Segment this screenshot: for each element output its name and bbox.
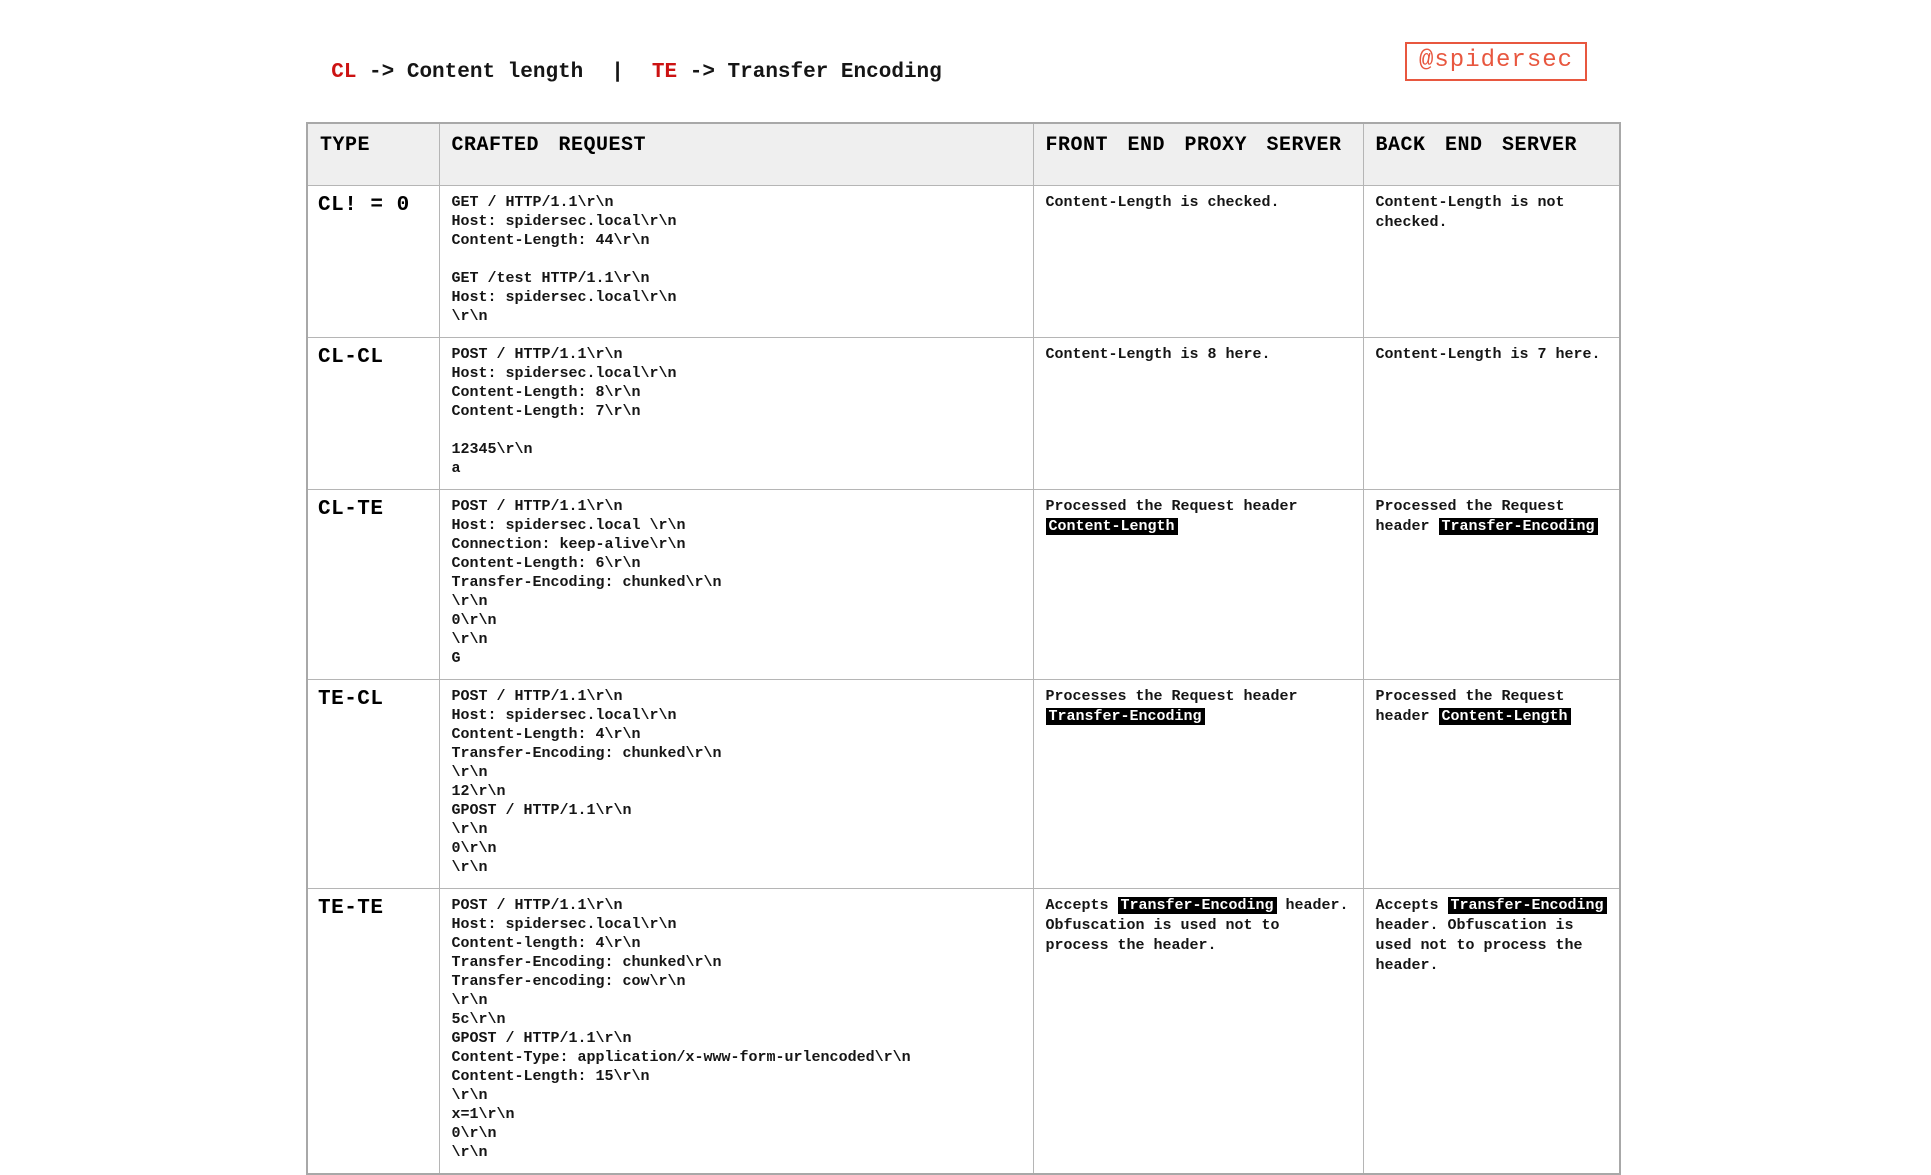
legend-te-text: -> Transfer Encoding	[677, 61, 942, 84]
type-label-te-cl: TE-CL	[307, 679, 439, 888]
back-end-behavior-te-cl	[1363, 679, 1620, 888]
request-line: G	[451, 649, 461, 667]
request-line: Transfer-Encoding: chunked\r\n	[451, 953, 722, 971]
server-behavior-text: Accepts	[1045, 896, 1118, 914]
request-line: Host: spidersec.local\r\n	[451, 212, 677, 230]
server-behavior-text: Content-Length is checked.	[1045, 193, 1280, 211]
back-end-behavior-cl-0	[1363, 185, 1620, 337]
table-row-cl-cl	[307, 337, 1620, 489]
request-line: x=1\r\n	[451, 1105, 515, 1123]
column-header-type: TYPE	[307, 123, 439, 185]
front-end-behavior-te-te	[1033, 888, 1363, 1174]
type-label-cl-te: CL-TE	[307, 489, 439, 679]
request-line: POST / HTTP/1.1\r\n	[451, 497, 623, 515]
request-line: Content-Type: application/x-www-form-urlencoded\r\n	[451, 1048, 911, 1066]
type-label-cl-cl: CL-CL	[307, 337, 439, 489]
request-line: Host: spidersec.local\r\n	[451, 364, 677, 382]
server-behavior-text: header. Obfuscation is used not to process the header.	[1375, 916, 1583, 974]
request-line: \r\n	[451, 1086, 488, 1104]
column-header-crafted-request: CRAFTED REQUEST	[439, 123, 1033, 185]
highlighted-header-name: Transfer-Encoding	[1448, 897, 1607, 914]
column-header-back-end-server: BACK END SERVER	[1363, 123, 1620, 185]
highlighted-header-name: Transfer-Encoding	[1439, 518, 1598, 535]
table-body	[307, 185, 1620, 1174]
server-behavior-text: Accepts	[1375, 896, 1448, 914]
legend-cl-text: -> Content length	[356, 61, 584, 84]
request-line: GPOST / HTTP/1.1\r\n	[451, 1029, 632, 1047]
request-line: \r\n	[451, 763, 488, 781]
crafted-request-cl-te	[439, 489, 1033, 679]
type-label-te-te: TE-TE	[307, 888, 439, 1174]
front-end-behavior-cl-0	[1033, 185, 1363, 337]
request-line: \r\n	[451, 858, 488, 876]
front-end-behavior-cl-cl	[1033, 337, 1363, 489]
request-line: Transfer-Encoding: chunked\r\n	[451, 573, 722, 591]
table-row-te-cl	[307, 679, 1620, 888]
table-row-te-te	[307, 888, 1620, 1174]
table-row-cl-0	[307, 185, 1620, 337]
request-line: GET / HTTP/1.1\r\n	[451, 193, 614, 211]
back-end-behavior-cl-cl	[1363, 337, 1620, 489]
column-header-front-end-proxy-server: FRONT END PROXY SERVER	[1033, 123, 1363, 185]
table-header-row	[307, 123, 1620, 185]
request-line: Host: spidersec.local\r\n	[451, 915, 677, 933]
request-line: 0\r\n	[451, 611, 497, 629]
crafted-request-cl-cl	[439, 337, 1033, 489]
request-line: 5c\r\n	[451, 1010, 506, 1028]
request-line: POST / HTTP/1.1\r\n	[451, 687, 623, 705]
request-line: GET /test HTTP/1.1\r\n	[451, 269, 650, 287]
table-row-cl-te	[307, 489, 1620, 679]
request-line: \r\n	[451, 991, 488, 1009]
request-line: a	[451, 459, 461, 477]
request-line: POST / HTTP/1.1\r\n	[451, 345, 623, 363]
request-line: 0\r\n	[451, 839, 497, 857]
request-line: \r\n	[451, 307, 488, 325]
request-line: \r\n	[451, 820, 488, 838]
request-line: Content-Length: 44\r\n	[451, 231, 650, 249]
server-behavior-text: Content-Length is 8 here.	[1045, 345, 1271, 363]
request-line: Content-Length: 4\r\n	[451, 725, 641, 743]
type-label-cl-0: CL! = 0	[307, 185, 439, 337]
request-line: 12\r\n	[451, 782, 506, 800]
request-line: \r\n	[451, 1143, 488, 1161]
cl-te-legend	[306, 38, 942, 84]
back-end-behavior-te-te	[1363, 888, 1620, 1174]
highlighted-header-name: Transfer-Encoding	[1046, 708, 1205, 725]
request-line: Transfer-encoding: cow\r\n	[451, 972, 686, 990]
crafted-request-cl-0	[439, 185, 1033, 337]
server-behavior-text: Processed the Request header	[1375, 497, 1565, 535]
request-line: Host: spidersec.local\r\n	[451, 706, 677, 724]
request-line: \r\n	[451, 630, 488, 648]
table-header	[307, 123, 1620, 185]
request-line: Connection: keep-alive\r\n	[451, 535, 686, 553]
legend-cl-abbr: CL	[331, 61, 357, 84]
request-line: \r\n	[451, 592, 488, 610]
request-line	[452, 250, 1021, 269]
request-line: POST / HTTP/1.1\r\n	[451, 896, 623, 914]
request-smuggling-table	[306, 122, 1621, 1175]
highlighted-header-name: Transfer-Encoding	[1118, 897, 1277, 914]
request-line: GPOST / HTTP/1.1\r\n	[451, 801, 632, 819]
request-line: Content-Length: 15\r\n	[451, 1067, 650, 1085]
crafted-request-te-cl	[439, 679, 1033, 888]
request-line: Host: spidersec.local\r\n	[451, 288, 677, 306]
request-line: Content-length: 4\r\n	[451, 934, 641, 952]
server-behavior-text: header. Obfuscation is used not to process the header.	[1045, 896, 1349, 954]
request-line: Content-Length: 8\r\n	[451, 383, 641, 401]
request-line	[452, 421, 1021, 440]
highlighted-header-name: Content-Length	[1046, 518, 1178, 535]
spidersec-badge: @spidersec	[1405, 42, 1587, 81]
request-line: Transfer-Encoding: chunked\r\n	[451, 744, 722, 762]
server-behavior-text: Content-Length is 7 here.	[1375, 345, 1601, 363]
legend-te-abbr: TE	[651, 61, 678, 84]
highlighted-header-name: Content-Length	[1439, 708, 1571, 725]
front-end-behavior-te-cl	[1033, 679, 1363, 888]
crafted-request-te-te	[439, 888, 1033, 1174]
server-behavior-text: Processes the Request header	[1045, 687, 1298, 705]
front-end-behavior-cl-te	[1033, 489, 1363, 679]
back-end-behavior-cl-te	[1363, 489, 1620, 679]
server-behavior-text: Content-Length is not checked.	[1375, 193, 1565, 231]
request-line: Content-Length: 6\r\n	[451, 554, 641, 572]
request-line: 12345\r\n	[451, 440, 533, 458]
server-behavior-text: Processed the Request header	[1375, 687, 1565, 725]
request-line: 0\r\n	[451, 1124, 497, 1142]
server-behavior-text: Processed the Request header	[1045, 497, 1298, 515]
request-line: Host: spidersec.local \r\n	[451, 516, 686, 534]
legend-separator: |	[611, 61, 624, 84]
request-line: Content-Length: 7\r\n	[451, 402, 641, 420]
